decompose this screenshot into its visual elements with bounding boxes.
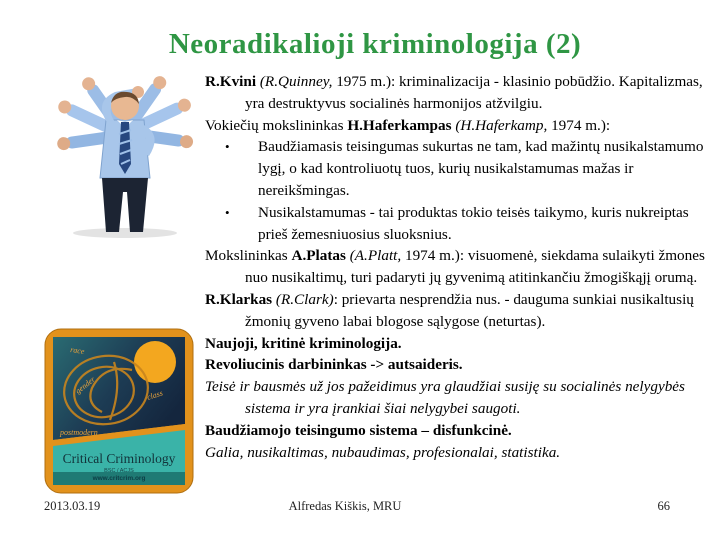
book-cover-illustration xyxy=(44,328,194,494)
paragraph xyxy=(205,245,707,289)
text-segment: Teisė ir bausmės už jos pažeidimus yra glaudžiai susiję su socialinės nelygybės sistema ir yra įrankiai šiai nelygybei saugoti. xyxy=(205,378,685,417)
text-segment: Baudžiamasis teisingumas sukurtas ne tam, kad mažintų nusikalstamumo lygį, o kad kontroliuotų tuos, kurių nusikalstamumas mažas ir nereikšmingas. xyxy=(258,138,704,199)
text-segment: Vokiečių mokslininkas xyxy=(205,116,348,134)
book-word-postmodern: postmodern xyxy=(60,428,98,437)
text-segment: : prievarta nesprendžia nus. - dauguma sunkiai nusikaltusių žmonių gyveno labai blogose sąlygose (neturtas). xyxy=(245,290,694,330)
text-segment: R.Klarkas xyxy=(205,290,273,308)
text-segment: 1974 m.): xyxy=(547,116,611,134)
footer-author: Alfredas Kiškis, MRU xyxy=(288,499,402,513)
paragraph xyxy=(205,115,707,137)
multitasking-man-photo xyxy=(45,72,205,240)
text-segment: 1974 m.): visuomenė, siekdama sulaikyti žmones nuo nusikaltimų, turi padaryti jų gyvenimą atitinkančiu žmogiškąjį orumą. xyxy=(245,247,705,287)
bullet-icon: • xyxy=(225,139,230,155)
text-segment: Nusikalstamumas - tai produktas tokio teisės taikymo, kuris nukreiptas prieš žemesniuosius sluoksnius. xyxy=(258,203,689,243)
footer-page-number: 66 xyxy=(657,499,670,513)
multitasking-man-illustration xyxy=(45,72,205,240)
text-segment: (H.Haferkamp, xyxy=(451,116,548,134)
book-word-class: class xyxy=(145,388,164,402)
text-segment: H.Haferkampas xyxy=(347,116,452,134)
text-segment: Baudžiamojo teisingumo sistema – disfunkcinė. xyxy=(205,421,512,439)
bullet-item xyxy=(205,136,707,201)
text-segment: R.Kvini xyxy=(205,73,257,90)
text-segment: Naujoji, kritinė kriminologija. xyxy=(205,334,402,352)
book-url: www.critcrim.org xyxy=(92,475,146,482)
paragraph xyxy=(205,71,707,115)
text-segment: (A.Platt, xyxy=(345,247,402,265)
text-segment: A.Platas xyxy=(291,247,346,265)
book-word-race: race xyxy=(69,345,86,356)
text-segment: Mokslininkas xyxy=(205,247,292,265)
paragraph xyxy=(205,354,707,376)
book-subtitle: BSC / ACJS xyxy=(104,468,134,474)
page-title: Neoradikalioji kriminologija (2) xyxy=(168,28,582,60)
text-segment: (R.Quinney, xyxy=(256,73,333,90)
text-segment: (R.Clark) xyxy=(272,290,334,308)
bullet-item xyxy=(205,202,707,246)
text-segment: Galia, nusikaltimas, nubaudimas, profesionalai, statistika. xyxy=(205,443,561,461)
footer-date: 2013.03.19 xyxy=(44,499,101,513)
critical-criminology-book-cover xyxy=(44,328,194,494)
bullet-icon: • xyxy=(225,204,230,220)
book-word-gender: gender xyxy=(73,374,97,396)
paragraph xyxy=(205,442,707,464)
paragraph xyxy=(205,289,707,333)
slide-body xyxy=(205,71,707,463)
text-segment: Revoliucinis darbininkas -> autsaideris. xyxy=(205,356,463,374)
paragraph xyxy=(205,333,707,355)
paragraph xyxy=(205,376,707,420)
paragraph xyxy=(205,420,707,442)
book-title: Critical Criminology xyxy=(62,451,176,466)
text-segment: 1975 m.): kriminalizacija - klasinio pobūdžio. Kapitalizmas, yra destruktyvus socialinės harmonijos atžvilgiu. xyxy=(245,73,703,112)
